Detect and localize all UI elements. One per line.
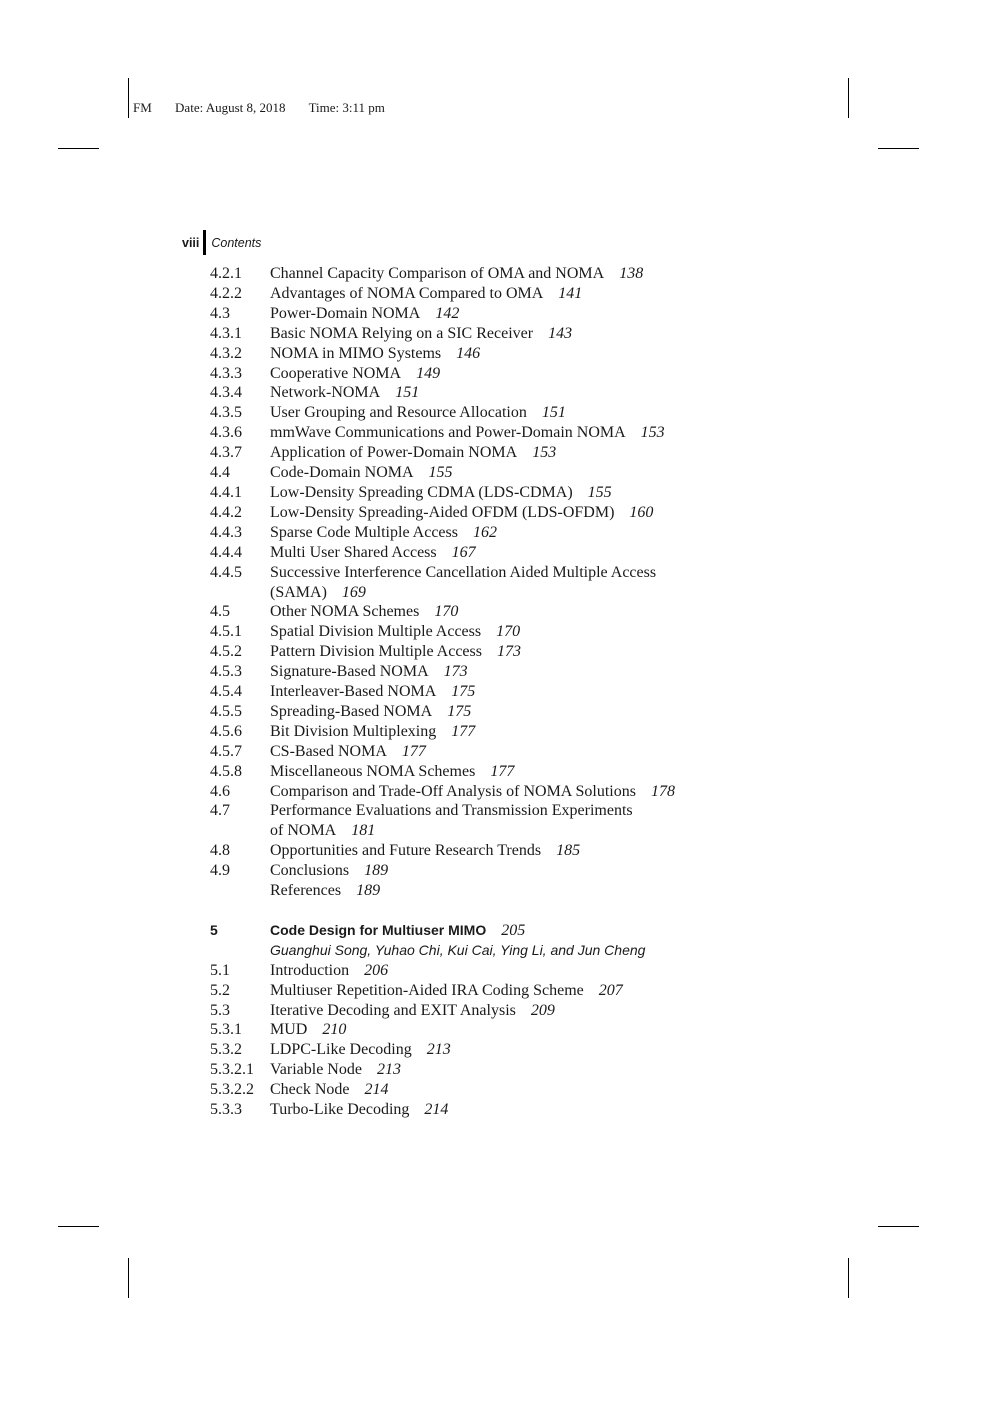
entry-title: User Grouping and Resource Allocation — [270, 404, 527, 422]
entry-title: LDPC-Like Decoding — [270, 1041, 412, 1059]
entry-number: 4.5 — [210, 603, 230, 621]
entry-page: 214 — [364, 1081, 389, 1099]
entry-title: Introduction — [270, 961, 350, 979]
page-folio: viii — [182, 235, 200, 250]
entry-number: 4.4.5 — [210, 563, 242, 581]
entry-number: 4.8 — [210, 842, 230, 860]
entry-title: Successive Interference Cancellation Aided Multiple Access — [270, 563, 657, 581]
entry-page: 207 — [598, 981, 623, 999]
entry-title: Performance Evaluations and Transmission Experiments — [270, 802, 633, 820]
entry-number: 4.4.4 — [210, 543, 242, 561]
toc-entry — [210, 742, 770, 762]
entry-page: 155 — [587, 483, 612, 501]
entry-number: 4.3.1 — [210, 324, 242, 342]
entry-number: 4.3.4 — [210, 384, 242, 402]
toc-section-4 — [210, 264, 770, 901]
toc-entry — [210, 364, 770, 384]
slug-time: Time: 3:11 pm — [308, 100, 385, 115]
toc-entry — [210, 523, 770, 543]
running-head-title: Contents — [211, 235, 262, 250]
toc-entry — [210, 423, 770, 443]
toc-entry — [210, 961, 770, 981]
entry-number — [210, 881, 270, 901]
entry-page: 177 — [401, 742, 426, 760]
toc-entry — [210, 403, 770, 423]
entry-title: Conclusions — [270, 862, 350, 880]
entry-page: 153 — [640, 424, 665, 442]
entry-page: 213 — [376, 1061, 401, 1079]
entry-title: Low-Density Spreading-Aided OFDM (LDS-OFDM) — [270, 503, 615, 521]
crop-mark — [878, 1226, 919, 1227]
entry-number: 4.4.1 — [210, 483, 242, 501]
entry-page: 149 — [416, 364, 441, 382]
entry-page: 214 — [424, 1101, 449, 1119]
entry-title: mmWave Communications and Power-Domain NOMA — [270, 424, 626, 442]
entry-number: 4.3 — [210, 304, 230, 322]
entry-title: Interleaver-Based NOMA — [270, 683, 437, 701]
chapter-page: 205 — [501, 921, 526, 939]
entry-page: 175 — [447, 702, 472, 720]
entry-number: 4.5.7 — [210, 742, 242, 760]
entry-title: Advantages of NOMA Compared to OMA — [270, 284, 544, 302]
crop-mark — [878, 148, 919, 149]
toc-section-5 — [210, 961, 770, 1120]
printer-slug — [133, 100, 405, 116]
entry-title: Miscellaneous NOMA Schemes — [270, 762, 476, 780]
entry-title: Signature-Based NOMA — [270, 663, 429, 681]
chapter-authors: Guanghui Song, Yuhao Chi, Kui Cai, Ying Li, and Jun Cheng — [270, 941, 646, 958]
entry-title: Basic NOMA Relying on a SIC Receiver — [270, 324, 534, 342]
entry-page: 206 — [364, 961, 389, 979]
entry-page: 170 — [434, 603, 459, 621]
toc-entry — [210, 1060, 770, 1080]
entry-page: 169 — [341, 583, 366, 601]
entry-number: 4.5.3 — [210, 663, 242, 681]
toc-entry — [210, 682, 770, 702]
entry-number: 4.6 — [210, 782, 230, 800]
toc-entry — [210, 463, 770, 483]
entry-title-continued: (SAMA) — [270, 583, 327, 601]
toc-entry — [210, 1001, 770, 1021]
toc-entry — [210, 284, 770, 304]
entry-number: 4.5.6 — [210, 722, 242, 740]
entry-number: 4.5.2 — [210, 643, 242, 661]
entry-title: Bit Division Multiplexing — [270, 722, 437, 740]
toc-entry — [210, 762, 770, 782]
toc-entry — [210, 503, 770, 523]
crop-mark — [128, 1258, 129, 1298]
entry-number: 5.3.3 — [210, 1101, 242, 1119]
entry-page: 185 — [556, 842, 581, 860]
toc-entry — [210, 1040, 770, 1060]
slug-code: FM — [133, 100, 152, 115]
toc-entry — [210, 841, 770, 861]
toc-chapter-entry — [210, 921, 770, 941]
entry-page: 177 — [490, 762, 515, 780]
entry-number: 4.3.3 — [210, 364, 242, 382]
entry-number: 5.3.2 — [210, 1041, 242, 1059]
chapter-number: 5 — [210, 921, 218, 938]
toc-entry — [210, 563, 770, 603]
toc-entry — [210, 383, 770, 403]
toc-entry — [210, 443, 770, 463]
entry-page: 209 — [530, 1001, 555, 1019]
toc-entry — [210, 1100, 770, 1120]
entry-page: 181 — [351, 822, 376, 840]
entry-title: Multiuser Repetition-Aided IRA Coding Scheme — [270, 981, 584, 999]
entry-page: 189 — [364, 862, 389, 880]
toc-entry — [210, 702, 770, 722]
entry-number: 4.5.4 — [210, 683, 242, 701]
entry-title: Variable Node — [270, 1061, 362, 1079]
entry-title: Cooperative NOMA — [270, 364, 402, 382]
entry-title: CS-Based NOMA — [270, 742, 387, 760]
entry-title: Power-Domain NOMA — [270, 304, 421, 322]
toc-entry — [210, 344, 770, 364]
entry-page: 141 — [558, 284, 583, 302]
crop-mark — [848, 1258, 849, 1298]
entry-page: 177 — [451, 722, 476, 740]
entry-page: 167 — [451, 543, 476, 561]
entry-title: Multi User Shared Access — [270, 543, 437, 561]
entry-number: 4.4 — [210, 464, 230, 482]
entry-title: NOMA in MIMO Systems — [270, 344, 442, 362]
toc-entry — [210, 662, 770, 682]
toc-entry — [210, 642, 770, 662]
table-of-contents — [210, 264, 770, 1120]
entry-page: 153 — [532, 444, 557, 462]
entry-number: 4.5.1 — [210, 623, 242, 641]
entry-title: Low-Density Spreading CDMA (LDS-CDMA) — [270, 483, 573, 501]
toc-entry — [210, 304, 770, 324]
entry-number: 5.3.2.1 — [210, 1061, 254, 1079]
entry-page: 189 — [356, 882, 381, 900]
crop-mark — [58, 1226, 99, 1227]
entry-page: 146 — [456, 344, 481, 362]
running-head-rule — [203, 230, 206, 255]
entry-number: 4.2.1 — [210, 265, 242, 282]
entry-number: 4.3.7 — [210, 444, 242, 462]
entry-number: 5.3 — [210, 1001, 230, 1019]
entry-page: 138 — [619, 265, 644, 282]
entry-number: 4.5.8 — [210, 762, 242, 780]
entry-title: Spatial Division Multiple Access — [270, 623, 482, 641]
entry-title: Comparison and Trade-Off Analysis of NOMA Solutions — [270, 782, 636, 800]
entry-title: Other NOMA Schemes — [270, 603, 420, 621]
entry-page: 173 — [443, 663, 468, 681]
toc-entry — [210, 543, 770, 563]
toc-entry — [210, 622, 770, 642]
toc-entry — [210, 722, 770, 742]
entry-number: 4.5.5 — [210, 702, 242, 720]
entry-page: 162 — [472, 523, 497, 541]
chapter-title: Code Design for Multiuser MIMO — [270, 921, 487, 938]
entry-number: 5.2 — [210, 981, 230, 999]
entry-title: Pattern Division Multiple Access — [270, 643, 482, 661]
entry-title: Opportunities and Future Research Trends — [270, 842, 542, 860]
entry-number: 4.4.2 — [210, 503, 242, 521]
entry-number: 5.3.2.2 — [210, 1081, 254, 1099]
entry-number: 4.3.6 — [210, 424, 242, 442]
toc-entry — [210, 801, 770, 841]
entry-title: Iterative Decoding and EXIT Analysis — [270, 1001, 516, 1019]
crop-mark — [58, 148, 99, 149]
entry-page: 210 — [322, 1021, 347, 1039]
entry-number: 4.3.2 — [210, 344, 242, 362]
entry-number: 5.1 — [210, 961, 230, 979]
entry-page: 170 — [496, 623, 521, 641]
entry-page: 155 — [428, 464, 453, 482]
slug-date: Date: August 8, 2018 — [175, 100, 286, 115]
entry-title: Code-Domain NOMA — [270, 464, 414, 482]
entry-title: Network-NOMA — [270, 384, 381, 402]
entry-title: Application of Power-Domain NOMA — [270, 444, 518, 462]
toc-entry — [210, 981, 770, 1001]
entry-page: 142 — [435, 304, 460, 322]
entry-title-continued: of NOMA — [270, 822, 337, 840]
entry-page: 175 — [451, 683, 476, 701]
toc-entry — [210, 861, 770, 881]
entry-title: MUD — [270, 1021, 308, 1039]
entry-page: 173 — [496, 643, 521, 661]
entry-page: 213 — [426, 1041, 451, 1059]
entry-page: 178 — [650, 782, 675, 800]
toc-entry — [210, 602, 770, 622]
crop-mark — [848, 78, 849, 118]
entry-title: References — [270, 882, 342, 900]
running-head — [182, 230, 261, 255]
entry-page: 143 — [548, 324, 573, 342]
toc-entry — [210, 782, 770, 802]
toc-entry — [210, 1080, 770, 1100]
entry-number: 4.4.3 — [210, 523, 242, 541]
entry-title: Spreading-Based NOMA — [270, 702, 433, 720]
entry-title: Check Node — [270, 1081, 350, 1099]
toc-entry — [210, 1020, 770, 1040]
toc-entry — [210, 324, 770, 344]
toc-entry — [210, 483, 770, 503]
entry-title: Channel Capacity Comparison of OMA and NOMA — [270, 265, 605, 282]
entry-number: 4.7 — [210, 802, 230, 820]
entry-title: Sparse Code Multiple Access — [270, 523, 458, 541]
crop-mark — [128, 78, 129, 118]
entry-number: 5.3.1 — [210, 1021, 242, 1039]
entry-page: 151 — [395, 384, 420, 402]
entry-title: Turbo-Like Decoding — [270, 1101, 410, 1119]
toc-entry — [210, 264, 770, 284]
toc-entry — [210, 881, 770, 901]
entry-number: 4.9 — [210, 862, 230, 880]
entry-number: 4.3.5 — [210, 404, 242, 422]
entry-page: 160 — [629, 503, 654, 521]
entry-page: 151 — [541, 404, 566, 422]
entry-number: 4.2.2 — [210, 284, 242, 302]
